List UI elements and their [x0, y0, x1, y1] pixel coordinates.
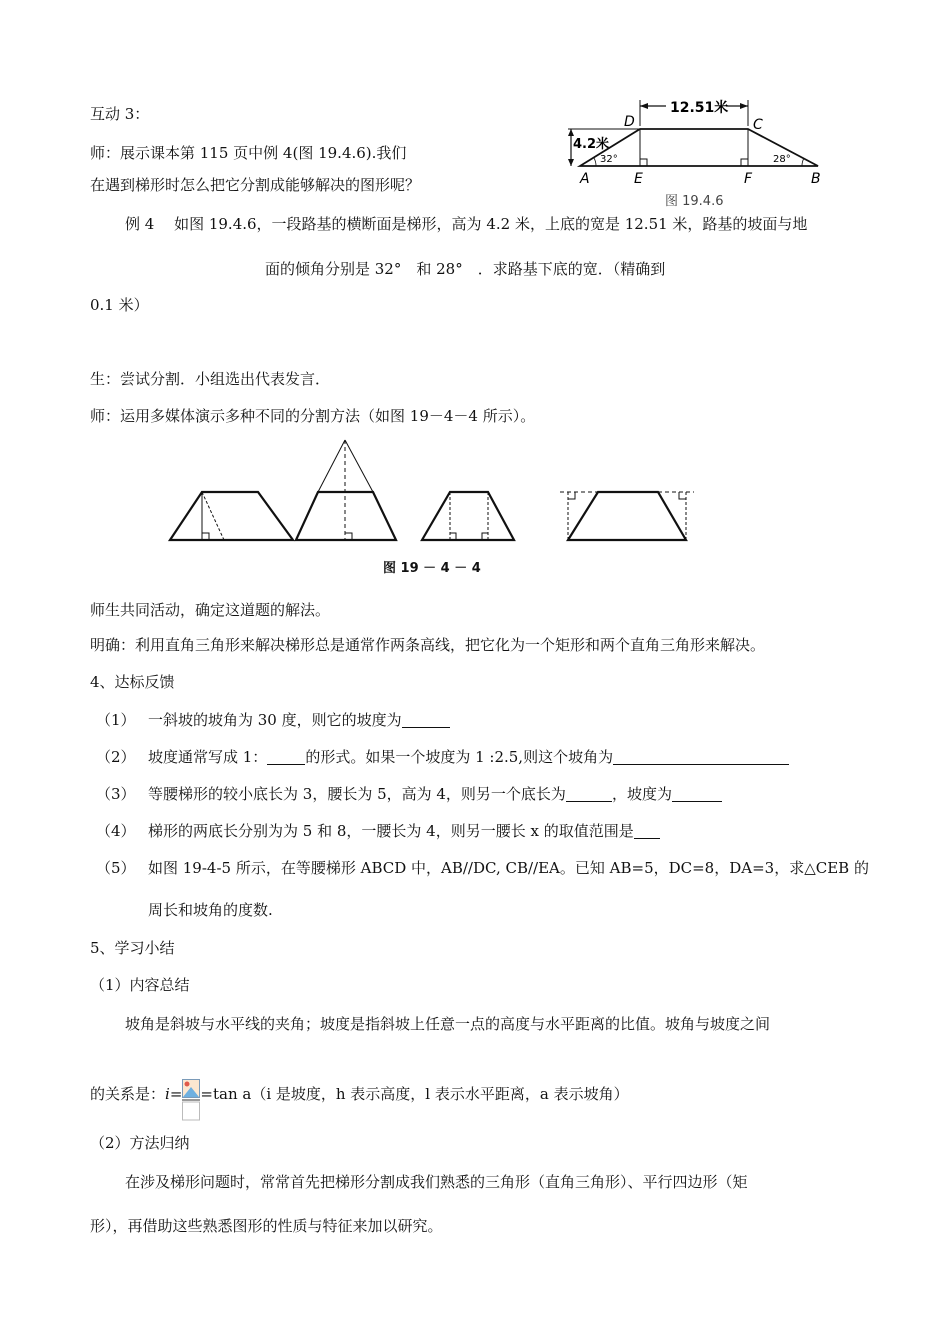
vertex-B: B	[811, 171, 821, 186]
student-line: 生：尝试分割．小组选出代表发言．	[90, 370, 331, 388]
summary-1-heading: （1）内容总结	[90, 976, 190, 994]
summary-2-line-2: 形），再借助这些熟悉图形的性质与特征来加以研究。	[90, 1217, 443, 1235]
teacher-line-2: 在遇到梯形时怎么把它分割成能够解决的图形呢？	[90, 176, 421, 194]
question-5: （5） 如图 19-4-5 所示，在等腰梯形 ABCD 中，AB//DC, CB//EA。已知 AB=5，DC=8，DA=3，求△CEB 的	[96, 859, 869, 877]
figure-19-4-4-caption: 图 19 － 4 － 4	[383, 561, 481, 576]
question-1: （1） 一斜坡的坡角为 30 度，则它的坡度为	[96, 710, 450, 730]
vertex-E: E	[634, 171, 643, 186]
angle-left: 32°	[600, 154, 618, 165]
question-2: （2） 坡度通常写成 1： 的形式。如果一个坡度为 1 :2.5,则这个坡角为	[96, 747, 789, 767]
teacher-line-1: 师：展示课本第 115 页中例 4(图 19.4.6).我们	[90, 144, 407, 162]
example-line-1: 例 4 如图 19.4.6，一段路基的横断面是梯形，高为 4.2 米，上底的宽是 12.51 米，路基的坡面与地	[125, 215, 808, 233]
question-3: （3） 等腰梯形的较小底长为 3，腰长为 5，高为 4，则另一个底长为 ，坡度为	[96, 784, 722, 804]
activity-line: 师生共同活动，确定这道题的解法。	[90, 601, 331, 619]
figure-19-4-6-caption: 图 19.4.6	[665, 194, 724, 209]
figure-19-4-4	[160, 436, 700, 544]
summary-1-line-2: 的关系是：i= =tan a（i 是坡度，h 表示高度，l 表示水平距离，a 表示坡角）	[90, 1084, 629, 1113]
width-label: 12.51米	[670, 100, 729, 116]
section-5-heading: 5、学习小结	[90, 939, 175, 957]
angle-right: 28°	[773, 154, 791, 165]
vertex-C: C	[753, 117, 763, 133]
vertex-D: D	[624, 114, 635, 130]
clarify-line: 明确：利用直角三角形来解决梯形总是通常作两条高线，把它化为一个矩形和两个直角三角形来解决。	[90, 636, 766, 654]
fraction-image-icon	[182, 1093, 200, 1113]
example-line-2: 面的倾角分别是 32° 和 28° ．求路基下底的宽．（精确到	[265, 260, 666, 278]
hudong-heading: 互动 3：	[90, 105, 150, 123]
question-5-cont: 周长和坡角的度数.	[148, 901, 273, 919]
section-4-heading: 4、达标反馈	[90, 673, 175, 691]
question-4: （4） 梯形的两底长分别为为 5 和 8，一腰长为 4，则另一腰长 x 的取值范围是	[96, 821, 660, 841]
teacher-line-3: 师：运用多媒体演示多种不同的分割方法（如图 19－4－4 所示）。	[90, 407, 536, 425]
summary-2-line-1: 在涉及梯形问题时，常常首先把梯形分割成我们熟悉的三角形（直角三角形）、平行四边形（矩	[125, 1173, 748, 1191]
summary-1-line-1: 坡角是斜坡与水平线的夹角；坡度是指斜坡上任意一点的高度与水平距离的比值。坡角与坡度之间	[125, 1015, 771, 1033]
example-line-3: 0.1 米）	[90, 296, 149, 314]
height-label: 4.2米	[573, 137, 610, 152]
vertex-A: A	[580, 171, 590, 186]
figure-19-4-6	[560, 96, 830, 186]
summary-2-heading: （2）方法归纳	[90, 1134, 190, 1152]
vertex-F: F	[744, 171, 753, 186]
